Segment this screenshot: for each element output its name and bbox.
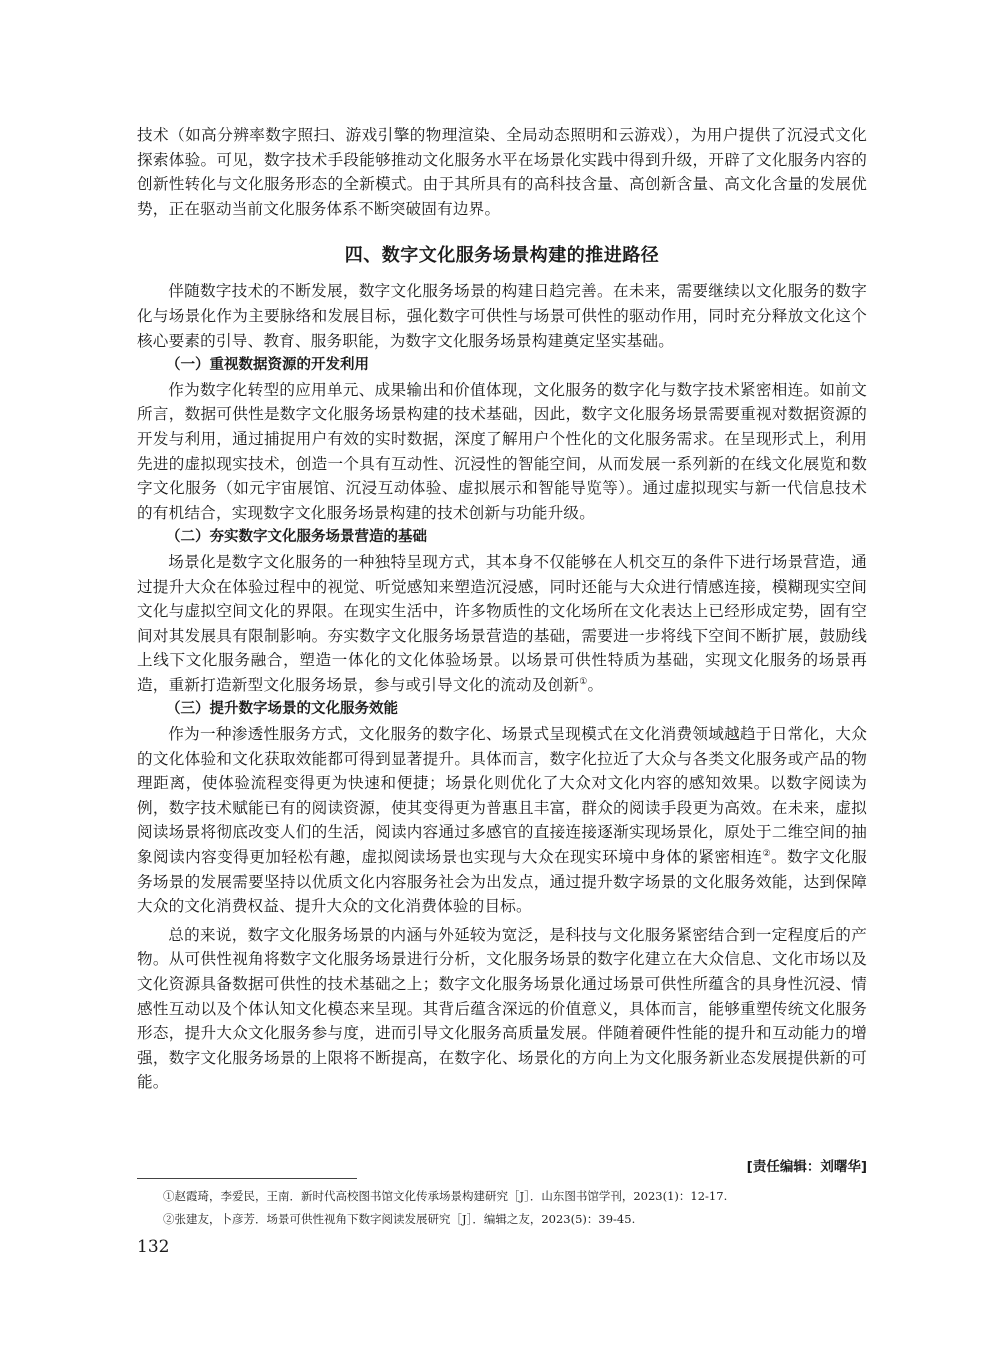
paragraph-lead: 伴随数字技术的不断发展，数字文化服务场景的构建日趋完善。在未来，需要继续以文化服务的数字化与场景化作为主要脉络和发展目标，强化数字可供性与场景可供性的驱动作用，同时充分释放文化这个核心要素的引导、教育、服务职能，为数字文化服务场景构建奠定坚实基础。 [137,282,867,350]
body-column [137,123,867,1095]
responsible-editor: [责任编辑：刘曙华] [746,1159,867,1175]
subsection-title-3: （三）提升数字场景的文化服务效能 [166,701,398,718]
footnote-ref-1: ① [579,676,588,687]
footnote-ref-2: ② [762,848,771,859]
page-number: 132 [137,1237,170,1257]
footnote-divider [137,1178,357,1179]
paragraph-subsection-3-text: 作为一种渗透性服务方式，文化服务的数字化、场景式呈现模式在文化消费领域越趋于日常化，大众的文化体验和文化获取效能都可得到显著提升。具体而言，数字化拉近了大众与各类文化服务或产品的物理距离，使体验流程变得更为快速和便捷；场景化则优化了大众对文化内容的感知效果。以数字阅读为例，数字技术赋能已有的阅读资源，使其变得更为普惠且丰富，群众的阅读手段更为高效。在未来，虚拟阅读场景将彻底改变人们的生活，阅读内容通过多感官的直接连接逐渐实现场景化，原处于二维空间的抽象阅读内容变得更加轻松有趣，虚拟阅读场景也实现与大众在现实环境中身体的紧密相连 [137,725,867,867]
paragraph-subsection-3 [137,722,867,919]
paragraph-intro: 技术（如高分辨率数字照扫、游戏引擎的物理渲染、全局动态照明和云游戏），为用户提供了沉浸式文化探索体验。可见，数字技术手段能够推动文化服务水平在场景化实践中得到升级，开辟了文化服务内容的创新性转化与文化服务形态的全新模式。由于其所具有的高科技含量、高创新含量、高文化含量的发展优势，正在驱动当前文化服务体系不断突破固有边界。 [137,126,867,218]
footnote-2: ②张建友，卜彦芳．场景可供性视角下数字阅读发展研究［J］．编辑之友，2023(5)：39-45. [163,1212,636,1226]
paragraph-subsection-1: 作为数字化转型的应用单元、成果输出和价值体现，文化服务的数字化与数字技术紧密相连。如前文所言，数据可供性是数字文化服务场景构建的技术基础，因此，数字文化服务场景需要重视对数据资源的开发与利用，通过捕捉用户有效的实时数据，深度了解用户个性化的文化服务需求。在呈现形式上，利用先进的虚拟现实技术，创造一个具有互动性、沉浸性的智能空间，从而发展一系列新的在线文化展览和数字文化服务（如元宇宙展馆、沉浸互动体验、虚拟展示和智能导览等）。通过虚拟现实与新一代信息技术的有机结合，实现数字文化服务场景构建的技术创新与功能升级。 [137,380,867,522]
paragraph-subsection-2-end: 。 [587,675,604,694]
section-title: 四、数字文化服务场景构建的推进路径 [344,245,660,267]
paragraph-subsection-2 [137,550,867,698]
paragraph-subsection-3-end: 。数字文化服务场景的发展需要坚持以优质文化内容服务社会为出发点，通过提升数字场景的文化服务效能，达到保障大众的文化消费权益、提升大众的文化消费体验的目标。 [137,848,867,916]
subsection-title-1: （一）重视数据资源的开发利用 [166,357,369,374]
subsection-title-2: （二）夯实数字文化服务场景营造的基础 [166,529,427,546]
paragraph-subsection-2-text: 场景化是数字文化服务的一种独特呈现方式，其本身不仅能够在人机交互的条件下进行场景营造，通过提升大众在体验过程中的视觉、听觉感知来塑造沉浸感，同时还能与大众进行情感连接，模糊现实空间文化与虚拟空间文化的界限。在现实生活中，许多物质性的文化场所在文化表达上已经形成定势，固有空间对其发展具有限制影响。夯实数字文化服务场景营造的基础，需要进一步将线下空间不断扩展，鼓励线上线下文化服务融合，塑造一体化的文化体验场景。以场景可供性特质为基础，实现文化服务的场景再造，重新打造新型文化服务场景，参与或引导文化的流动及创新 [137,552,867,694]
paragraph-conclusion: 总的来说，数字文化服务场景的内涵与外延较为宽泛，是科技与文化服务紧密结合到一定程度后的产物。从可供性视角将数字文化服务场景进行分析，文化服务场景的数字化建立在大众信息、文化市场以及文化资源具备数据可供性的技术基础之上；数字文化服务场景化通过场景可供性所蕴含的具身性沉浸、情感性互动以及个体认知文化模态来呈现。其背后蕴含深远的价值意义，具体而言，能够重塑传统文化服务形态，提升大众文化服务参与度，进而引导文化服务高质量发展。伴随着硬件性能的提升和互动能力的增强，数字文化服务场景的上限将不断提高，在数字化、场景化的方向上为文化服务新业态发展提供新的可能。 [137,925,867,1092]
footnote-1: ①赵霞琦，李爱民，王南．新时代高校图书馆文化传承场景构建研究［J］．山东图书馆学刊，2023(1)：12-17. [163,1189,728,1203]
